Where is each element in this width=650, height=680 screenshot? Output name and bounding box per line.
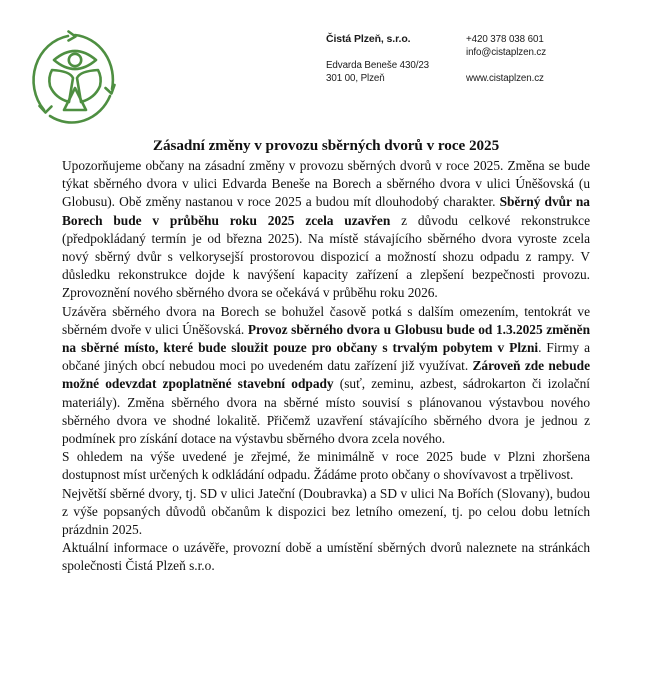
cista-plzen-logo — [24, 26, 126, 128]
letterhead — [0, 0, 650, 118]
recycling-emblem-icon — [24, 26, 126, 128]
company-address — [326, 59, 456, 85]
emphasis-run-1: Provoz sběrného dvora u Globusu bude od 1.3.2025 změněn na sběrné místo, které bude sloužit pouze pro občany s trvalým pobytem v Plzni — [62, 321, 590, 356]
text-run-0: Aktuální informace o uzávěře, provozní době a umístění sběrných dvorů naleznete na stránkách společnosti Čistá Plzeň s.r.o. — [62, 540, 590, 574]
document-body — [62, 136, 590, 576]
address-line-1: Edvarda Beneše 430/23 — [326, 59, 430, 71]
contact-phone: +420 378 038 601 — [466, 34, 544, 45]
address-line-2: 301 00, Plzeň — [326, 72, 385, 84]
contact-website[interactable]: www.cistaplzen.cz — [466, 73, 544, 85]
paragraph-globus — [62, 303, 590, 449]
emphasis-run-1: Sběrný dvůr na Borech bude v průběhu roku 2025 zcela uzavřen — [62, 194, 590, 228]
company-identity — [326, 33, 456, 85]
text-run-0: S ohledem na výše uvedené je zřejmé, že minimálně v roce 2025 bude v Plzni zhoršena dostupnost míst určených k odkládání odpadu. Žádáme proto občany o shovívavost a trpělivost. — [62, 449, 590, 483]
text-run-2: z důvodu celkové rekonstrukce (předpokládaný termín je od března 2025). Na místě stávajícího sběrného dvora vyroste zcela nový sběrný dvůr s velkorysejší prostorovou dispozicí a možností shozu odpadu z rampy. V důsledku rekonstrukce dojde k navýšení kapacity zařízení a zlepšení bezpečnosti provozu. Zprovoznění nového sběrného dvora se očekává v průběhu roku 2026. — [62, 212, 591, 301]
text-run-4: (suť, zeminu, azbest, sádrokarton či izolační materiály). Změna sběrného dvora na sběrné místo souvisí s plánovanou výstavbou nového sběrného dvora ve shodné lokalitě. Přičemž uzavření stávajícího sběrného dvora je jednou z podmínek pro získání dotace na výstavbu sběrného dvora zcela nového. — [62, 376, 590, 447]
company-contact — [466, 33, 626, 86]
paragraph-availability — [62, 448, 590, 484]
emphasis-run-3: Zároveň zde nebude možné odevzdat zpoplatněné stavební odpady — [62, 358, 590, 392]
text-run-0: Uzávěra sběrného dvora na Borech se bohužel časově potká s dalším omezením, tentokrát ve sběrném dvoře v ulici Úněšovská. — [62, 303, 590, 337]
paragraph-intro — [62, 157, 590, 303]
page-title: Zásadní změny v provozu sběrných dvorů v roce 2025 — [152, 137, 500, 154]
text-run-0: Největší sběrné dvory, tj. SD v ulici Jateční (Doubravka) a SD v ulici Na Bořích (Slovany), budou z výše popsaných důvodů občanům k dispozici bez letního omezení, tj. po celou dobu letních prázdnin 2025. — [62, 485, 590, 538]
text-run-2: . Firmy a občané jiných obcí nebudou moci po uvedeném datu zařízení již využívat. — [62, 340, 591, 374]
paragraph-largest-yards — [62, 485, 590, 540]
paragraph-info — [62, 539, 590, 575]
company-name: Čistá Plzeň, s.r.o. — [326, 33, 411, 45]
paragraph-list — [62, 157, 590, 576]
text-run-0: Upozorňujeme občany na zásadní změny v provozu sběrných dvorů v roce 2025. Změna se bude týkat sběrného dvora v ulici Edvarda Beneše na Borech a sběrného dvora v ulici Úněšovská (u Globusu). Obě změny nastanou v roce 2025 a budou mít dlouhodobý charakter. — [62, 158, 590, 210]
contact-email[interactable]: info@cistaplzen.cz — [466, 47, 547, 59]
